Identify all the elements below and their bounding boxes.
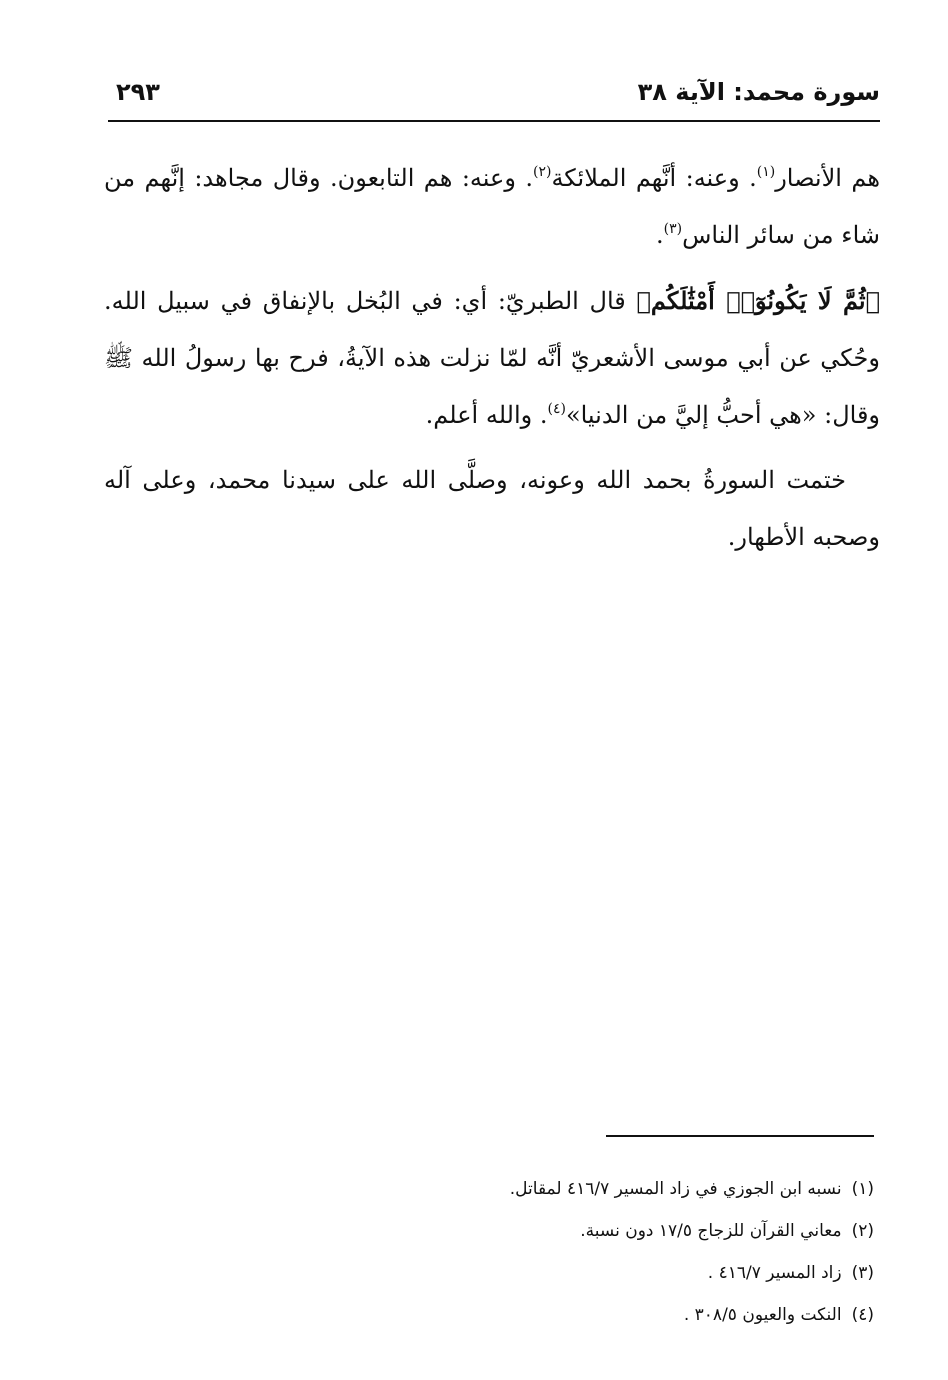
footnote-ref-3: (٣) bbox=[663, 221, 683, 237]
text-segment: . وعنه: أنَّهم الملائكة bbox=[551, 164, 757, 192]
text-segment: . وعنه: هم التابعون. وقال مجاهد: إنَّهم من شاء من سائر الناس bbox=[104, 164, 880, 249]
text-segment: قال الطبريّ: أي: في البُخل بالإنفاق في سبيل الله. وحُكي عن أبي موسى الأشعريّ أنَّه لمّا نزلت هذه الآيةُ، فرح بها رسولُ الله ﷺ وقال: «هي أحبُّ إليَّ من الدنيا» bbox=[104, 287, 880, 429]
running-header bbox=[108, 72, 880, 122]
footnote-1 bbox=[300, 1168, 874, 1210]
paragraph-2 bbox=[104, 272, 880, 444]
quran-verse: ﴿ثُمَّ لَا يَكُونُوٓا۟ أَمْثَٰلَكُم﴾ bbox=[636, 286, 880, 315]
footnote-number: (٢) bbox=[851, 1221, 874, 1241]
paragraph-1 bbox=[104, 150, 880, 264]
text-segment: ختمت السورةُ بحمد الله وعونه، وصلَّى الله على سيدنا محمد، وعلى آله وصحبه الأطهار. bbox=[104, 466, 880, 551]
footnote-2 bbox=[300, 1210, 874, 1252]
header-title: سورة محمد: الآية ٣٨ bbox=[637, 78, 880, 106]
footnote-separator bbox=[606, 1135, 874, 1137]
footnote-ref-1: (١) bbox=[756, 164, 776, 180]
footnote-text: النكت والعيون ٣٠٨/٥ . bbox=[683, 1305, 842, 1325]
text-segment: هم الأنصار bbox=[775, 164, 881, 192]
text-segment: . والله أعلم. bbox=[425, 401, 548, 429]
footnote-text: زاد المسير ٤١٦/٧ . bbox=[707, 1263, 842, 1283]
footnote-text: نسبه ابن الجوزي في زاد المسير ٤١٦/٧ لمقاتل. bbox=[509, 1179, 842, 1199]
footnote-text: معاني القرآن للزجاج ١٧/٥ دون نسبة. bbox=[580, 1221, 842, 1241]
footnote-3 bbox=[300, 1252, 874, 1294]
text-segment: . bbox=[655, 221, 664, 249]
footnote-ref-2: (٢) bbox=[532, 164, 552, 180]
footnote-ref-4: (٤) bbox=[547, 401, 566, 417]
page-number: ٢٩٣ bbox=[116, 78, 160, 106]
paragraph-3 bbox=[104, 452, 880, 566]
footnotes bbox=[300, 1168, 874, 1336]
main-text bbox=[104, 150, 880, 574]
footnote-number: (١) bbox=[851, 1179, 874, 1199]
footnote-number: (٤) bbox=[851, 1305, 874, 1325]
footnote-number: (٣) bbox=[851, 1263, 874, 1283]
footnote-4 bbox=[300, 1294, 874, 1336]
